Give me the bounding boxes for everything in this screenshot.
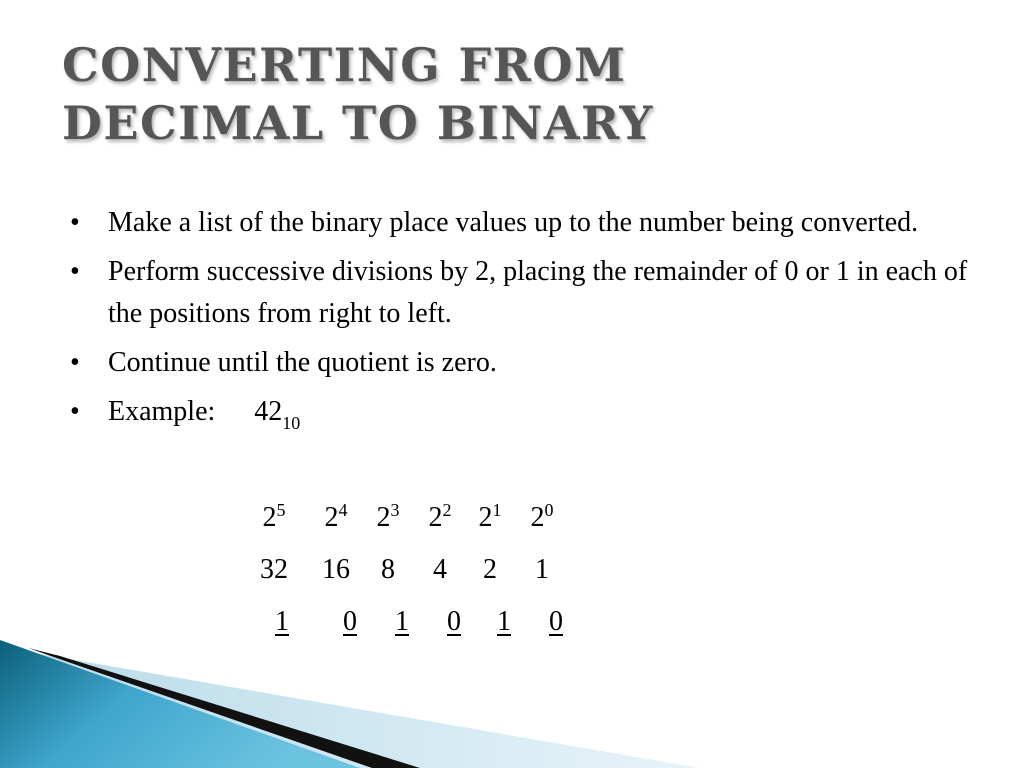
power-exponent: 1	[492, 500, 502, 520]
power-exponent: 3	[390, 500, 400, 520]
power-cell	[418, 502, 462, 534]
bullet-item	[70, 342, 1000, 384]
example-label: Example:	[108, 396, 216, 427]
value-cell: 16	[322, 554, 350, 585]
power-cell	[314, 502, 358, 534]
bit-cell: 1	[395, 606, 409, 637]
value-cell: 2	[483, 554, 497, 585]
powers-row	[252, 502, 592, 554]
power-base: 2	[262, 502, 277, 533]
binary-place-value-table	[252, 502, 592, 658]
bit-cell: 0	[447, 606, 461, 637]
power-exponent: 2	[442, 500, 452, 520]
slide-title	[62, 36, 654, 152]
bullet-dot: •	[70, 256, 80, 287]
bullet-item	[70, 202, 1000, 244]
value-cell: 8	[381, 554, 395, 585]
title-line-1: CONVERTING FROM	[62, 38, 627, 92]
example-number: 42	[254, 396, 283, 427]
bullet-list	[70, 202, 1000, 451]
bullet-text: Perform successive divisions by 2, placing the remainder of 0 or 1 in each of the positions from right to left.	[108, 256, 968, 329]
bit-cell: 1	[275, 606, 289, 637]
example-base-subscript: 10	[282, 413, 301, 433]
values-row	[252, 554, 592, 606]
value-cell: 1	[535, 554, 549, 585]
value-cell: 4	[433, 554, 447, 585]
bullet-dot: •	[70, 396, 80, 427]
bit-cell: 0	[343, 606, 357, 637]
bullet-item	[70, 251, 1000, 335]
power-cell	[468, 502, 512, 534]
power-base: 2	[376, 502, 391, 533]
power-cell	[520, 502, 564, 534]
power-base: 2	[530, 502, 545, 533]
value-cell: 32	[260, 554, 288, 585]
title-line-2: DECIMAL TO BINARY	[62, 96, 654, 150]
power-base: 2	[324, 502, 339, 533]
bullet-text: Make a list of the binary place values up to the number being converted.	[108, 207, 919, 238]
power-exponent: 5	[276, 500, 286, 520]
bit-cell: 1	[497, 606, 511, 637]
bit-cell: 0	[549, 606, 563, 637]
power-exponent: 4	[338, 500, 348, 520]
power-cell	[252, 502, 296, 534]
power-base: 2	[478, 502, 493, 533]
power-cell	[366, 502, 410, 534]
bullet-dot: •	[70, 207, 80, 238]
power-exponent: 0	[544, 500, 554, 520]
bullet-item-example	[70, 391, 1000, 444]
power-base: 2	[428, 502, 443, 533]
corner-decoration	[0, 638, 700, 768]
bullet-text: Continue until the quotient is zero.	[108, 347, 497, 378]
bullet-dot: •	[70, 347, 80, 378]
